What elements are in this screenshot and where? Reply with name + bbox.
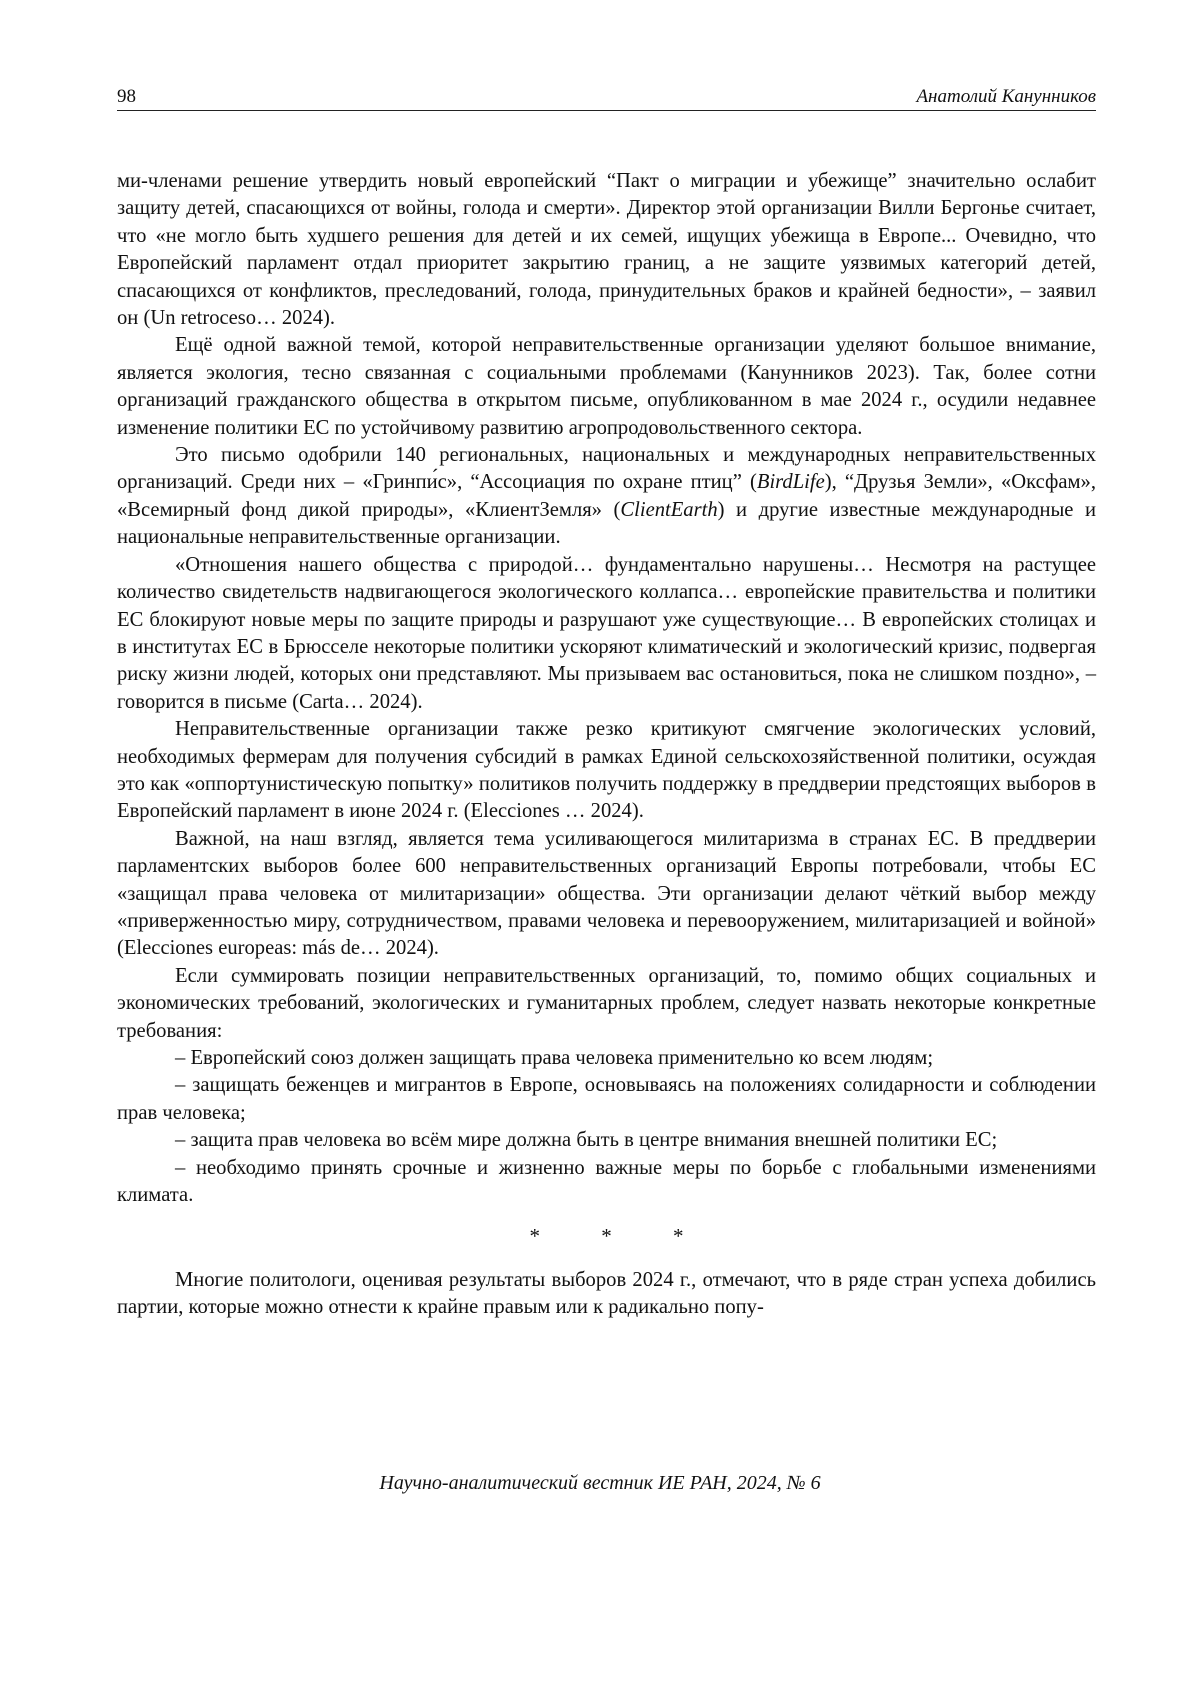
list-item: – защищать беженцев и мигрантов в Европе, основываясь на положениях солидарности и соблюдении прав человека; [117, 1074, 1096, 1124]
paragraph-quote: «Отношения нашего общества с природой… фундаментально нарушены… Несмотря на растущее количество свидетельств надвигающегося экологического коллапса… европейские правительства и политики ЕС блокируют новые меры по защите природы и разрушают уже существующие… В европейских столицах и в институтах ЕС в Брюсселе некоторые политики ускоряют климатический и экологический кризис, подвергая риску жизни людей, которых они представляют. Мы призываем вас остановиться, пока не слишком поздно», – говорится в письме (Carta… 2024). [117, 553, 1096, 713]
paragraph-demands-intro: Если суммировать позиции неправительственных организаций, то, помимо общих социальных и экономических требований, экологических и гуманитарных проблем, следует назвать некоторые конкретные требования: [117, 964, 1096, 1042]
article-body [117, 168, 1096, 1322]
paragraph-continued: ми-членами решение утвердить новый европейский “Пакт о миграции и убежище” значительно ослабит защиту детей, спасающихся от войны, голода и смерти». Директор этой организации Вилли Бергонье считает, что «не могло быть худшего решения для детей и их семей, ищущих убежища в Европе... Очевидно, что Европейский парламент отдал приоритет закрытию границ, а не защите уязвимых категорий детей, спасающихся от конфликтов, преследований, голода, принудительных браков и крайней бедности», – заявил он (Un retroceso… 2024). [117, 170, 1096, 330]
italic-term: ClientEarth [620, 498, 718, 521]
list-item: – защита прав человека во всём мире должна быть в центре внимания внешней политики ЕС; [175, 1129, 998, 1152]
section-separator [117, 1223, 1096, 1250]
journal-footer: Научно-аналитический вестник ИЕ РАН, 2024, № 6 [379, 1472, 821, 1494]
paragraph-text: ), “Друзья Земли», «Оксфам», «Всемирный фонд дикой природы», «КлиентЗемля» ( [117, 471, 1096, 521]
paragraph-militarism: Важной, на наш взгляд, является тема усиливающегося милитаризма в странах ЕС. В преддверии парламентских выборов более 600 неправительственных организаций Европы потребовали, чтобы ЕС «защищал права человека от милитаризации» общества. Эти организации делают чёткий выбор между «приверженностью миру, сотрудничеством, правами человека и перевооружением, милитаризацией и войной» (Elecciones europeas: más de… 2024). [117, 827, 1096, 960]
author-name: Анатолий Канунников [916, 86, 1096, 107]
separator-star: * [601, 1224, 612, 1249]
paragraph-letter-signatories [117, 442, 1096, 552]
separator-star: * [529, 1224, 540, 1249]
paragraph-agriculture: Неправительственные организации также резко критикуют смягчение экологических условий, необходимых фермерам для получения субсидий в рамках Единой сельскохозяйственной политики, осуждая это как «оппортунистическую попытку» политиков получить поддержку в преддверии предстоящих выборов в Европейский парламент в июне 2024 г. (Elecciones … 2024). [117, 718, 1096, 823]
paragraph-text: ) и другие известные международные и национальные неправительственные организации. [117, 498, 1096, 549]
list-item: – необходимо принять срочные и жизненно важные меры по борьбе с глобальными изменениями климата. [117, 1156, 1096, 1207]
separator-star: * [673, 1224, 684, 1249]
paragraph-closing: Многие политологи, оценивая результаты выборов 2024 г., отмечают, что в ряде стран успеха добились партии, которые можно отнести к крайне правым или к радикально попу- [117, 1268, 1096, 1319]
list-item: – Европейский союз должен защищать права человека применительно ко всем людям; [175, 1047, 934, 1069]
paragraph-text: Это письмо одобрили 140 региональных, национальных и международных неправительственных организаций. Среди них – «Гринпи́с», “Ассоциация по охране птиц” ( [117, 444, 1096, 494]
italic-term: BirdLife [756, 471, 825, 494]
page-number: 98 [117, 86, 136, 107]
running-head [117, 86, 1096, 111]
paragraph-ecology: Ещё одной важной темой, которой неправительственные организации уделяют большое внимание, является экология, тесно связанная с социальными проблемами (Канунников 2023). Так, более сотни организаций гражданского общества в открытом письме, опубликованном в мае 2024 г., осудили недавнее изменение политики ЕС по устойчивому развитию агропродовольственного сектора. [117, 334, 1096, 439]
